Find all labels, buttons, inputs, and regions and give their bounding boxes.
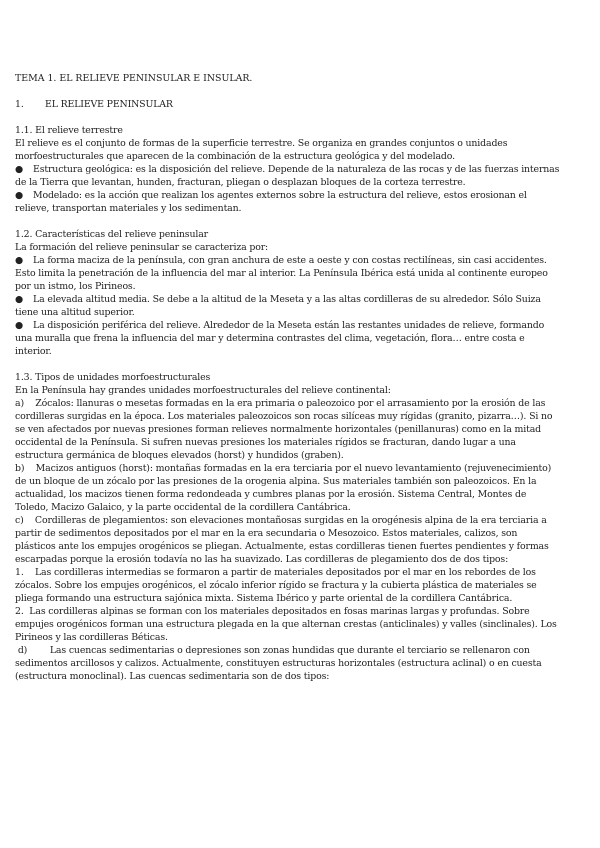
paragraph-line: 1. Las cordilleras intermedias se formaron a partir de materiales depositados por el mar en los rebordes de los bbox=[15, 567, 536, 578]
paragraph-line: 2. Las cordilleras alpinas se forman con los materiales depositados en fosas marinas largas y profundas. Sobre bbox=[15, 606, 530, 617]
paragraph-line: (estructura monoclinal). Las cuencas sedimentaria son de dos tipos: bbox=[15, 671, 330, 682]
bullet-icon: ● bbox=[15, 294, 24, 305]
bullet-continuation: por un istmo, los Pirineos. bbox=[15, 281, 136, 292]
paragraph-line: estructura germánica de bloques elevados (horst) y hundidos (graben). bbox=[15, 450, 344, 461]
bullet-continuation: de la Tierra que levantan, hunden, fracturan, pliegan o desplazan bloques de la corteza terrestre. bbox=[15, 177, 466, 188]
bullet-continuation: Esto limita la penetración de la influencia del mar al interior. La Península Ibérica está unida al continente europeo bbox=[15, 268, 548, 279]
bullet-item: ● Estructura geológica: es la disposición del relieve. Depende de la naturaleza de las rocas y de las fuerzas internas bbox=[15, 164, 560, 175]
bullet-item: ● Modelado: es la acción que realizan los agentes externos sobre la estructura del relieve, estos erosionan el bbox=[15, 190, 527, 201]
bullet-item: ● La elevada altitud media. Se debe a la altitud de la Meseta y a las altas cordilleras de su alrededor. Sólo Suiza bbox=[15, 294, 541, 305]
paragraph-line: b) Macizos antiguos (horst): montañas formadas en la era terciaria por el nuevo levantamiento (rejuvenecimiento) bbox=[15, 463, 552, 474]
paragraph-line: empujes orogénicos forman una estructura plegada en la que alternan crestas (anticlinales) y valles (sinclinales). Los bbox=[15, 619, 557, 630]
bullet-item: ● La forma maciza de la península, con gran anchura de este a oeste y con costas rectilíneas, sin casi accidentes. bbox=[15, 255, 547, 266]
bullet-icon: ● bbox=[15, 255, 24, 266]
section-1-heading bbox=[15, 98, 585, 111]
subsection-1-3-heading: 1.3. Tipos de unidades morfoestructurales bbox=[15, 372, 211, 383]
paragraph-line: cordilleras surgidas en la época. Los materiales paleozoicos son rocas silíceas muy rígidas (granito, pizarra…). Si no bbox=[15, 411, 553, 422]
paragraph-line: actualidad, los macizos tienen forma redondeada y cumbres planas por la erosión. Sistema Central, Montes de bbox=[15, 489, 527, 500]
paragraph-line: partir de sedimentos depositados por el mar en la era secundaria o Mesozoico. Estos materiales, calizos, son bbox=[15, 528, 518, 539]
paragraph-line: de un bloque de un zócalo por las presiones de la orogenia alpina. Sus materiales también son paleozoicos. En la bbox=[15, 476, 537, 487]
bullet-icon: ● bbox=[15, 164, 24, 175]
paragraph-line: plásticos ante los empujes orogénicos se pliegan. Actualmente, estas cordilleras tienen fuertes pendientes y formas bbox=[15, 541, 549, 552]
paragraph-line: pliega formando una estructura sajónica mixta. Sistema Ibérico y parte oriental de la cordillera Cantábrica. bbox=[15, 593, 513, 604]
paragraph-line: sedimentos arcillosos y calizos. Actualmente, constituyen estructuras horizontales (estructura aclinal) o en cuesta bbox=[15, 658, 542, 669]
paragraph-line: a) Zócalos: llanuras o mesetas formadas en la era primaria o paleozoico por el arrasamiento por la erosión de las bbox=[15, 398, 546, 409]
paragraph-line: zócalos. Sobre los empujes orogénicos, el zócalo inferior rígido se fractura y la cubierta plástica de materiales se bbox=[15, 580, 537, 591]
bullet-icon: ● bbox=[15, 320, 24, 331]
subsection-1-2-heading: 1.2. Características del relieve peninsular bbox=[15, 229, 208, 240]
bullet-item: ● La disposición periférica del relieve. Alrededor de la Meseta están las restantes unidades de relieve, formando bbox=[15, 320, 545, 331]
paragraph-line: morfoestructurales que aparecen de la combinación de la estructura geológica y del modelado. bbox=[15, 151, 455, 162]
paragraph-line: Toledo, Macizo Galaico, y la parte occidental de la cordillera Cantábrica. bbox=[15, 502, 351, 513]
paragraph-line: La formación del relieve peninsular se caracteriza por: bbox=[15, 242, 269, 253]
section-1-number: 1. bbox=[15, 99, 24, 110]
paragraph-line: c) Cordilleras de plegamientos: son elevaciones montañosas surgidas en la orogénesis alpina de la era terciaria a bbox=[15, 515, 547, 526]
document-title: TEMA 1. EL RELIEVE PENINSULAR E INSULAR. bbox=[15, 73, 253, 84]
bullet-continuation: una muralla que frena la influencia del mar y determina contrastes del clima, vegetación, flora… entre costa e bbox=[15, 333, 525, 344]
paragraph-line: El relieve es el conjunto de formas de la superficie terrestre. Se organiza en grandes conjuntos o unidades bbox=[15, 138, 508, 149]
bullet-continuation: interior. bbox=[15, 346, 52, 357]
paragraph-line: se ven afectados por nuevas presiones forman relieves normalmente horizontales (penillanuras) como en la mitad bbox=[15, 424, 542, 435]
bullet-continuation: relieve, transportan materiales y los sedimentan. bbox=[15, 203, 242, 214]
paragraph-line: escarpadas porque la erosión todavía no las ha suavizado. Las cordilleras de plegamiento dos de dos tipos: bbox=[15, 554, 509, 565]
paragraph-line: occidental de la Península. Si sufren nuevas presiones los materiales rígidos se fracturan, dando lugar a una bbox=[15, 437, 516, 448]
subsection-1-1-heading: 1.1. El relieve terrestre bbox=[15, 125, 123, 136]
bullet-continuation: tiene una altitud superior. bbox=[15, 307, 135, 318]
section-1-title: EL RELIEVE PENINSULAR bbox=[45, 99, 173, 110]
paragraph-line: En la Península hay grandes unidades morfoestructurales del relieve continental: bbox=[15, 385, 391, 396]
paragraph-line: Pirineos y las cordilleras Béticas. bbox=[15, 632, 168, 643]
paragraph-line: d) Las cuencas sedimentarias o depresiones son zonas hundidas que durante el terciario se rellenaron con bbox=[15, 645, 530, 656]
bullet-icon: ● bbox=[15, 190, 24, 201]
